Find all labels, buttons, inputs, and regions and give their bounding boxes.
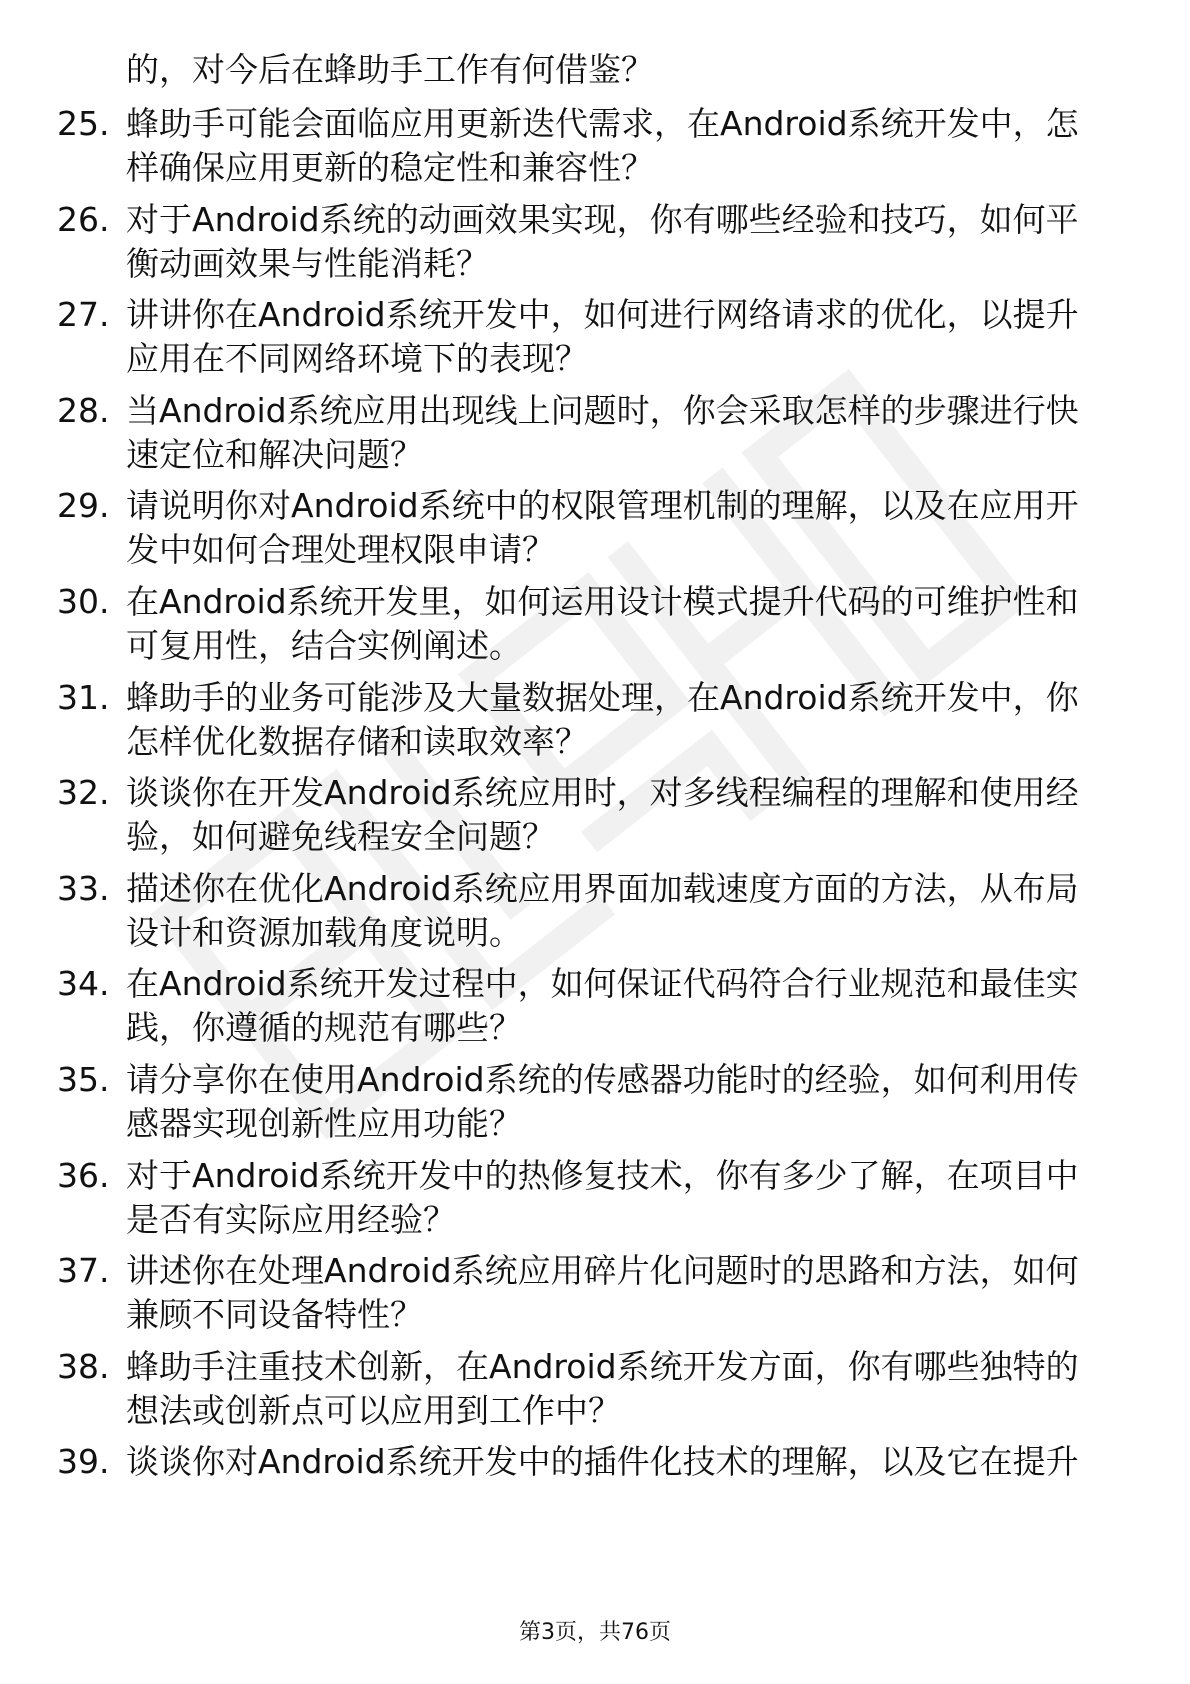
question-number: 36. [57,1156,110,1195]
list-item [0,198,1190,286]
question-text-line: 发中如何合理处理权限申请？ [126,530,555,569]
list-item [0,867,1190,955]
question-number: 39. [57,1442,110,1481]
list-item [0,1058,1190,1146]
list-item [0,1345,1190,1433]
list-item [0,1249,1190,1337]
question-text-line: 当Android系统应用出现线上问题时，你会采取怎样的步骤进行快 [126,391,1079,430]
question-text-line: 对于Android系统开发中的热修复技术，你有多少了解，在项目中 [126,1156,1079,1195]
list-item [0,1440,1190,1528]
question-text [126,484,1130,572]
question-text-line: 对于Android系统的动画效果实现，你有哪些经验和技巧，如何平 [126,200,1079,239]
question-number: 34. [57,964,110,1003]
list-item [0,962,1190,1050]
question-text [126,580,1130,668]
question-number: 35. [57,1060,110,1099]
question-text [126,1345,1130,1433]
question-number: 30. [57,582,110,621]
question-text-line: 谈谈你在开发Android系统应用时，对多线程编程的理解和使用经 [126,773,1079,812]
question-text [126,198,1130,286]
question-text-line: 讲讲你在Android系统开发中，如何进行网络请求的优化，以提升 [126,295,1079,334]
list-item [0,102,1190,190]
question-text-line: 兼顾不同设备特性？ [126,1295,423,1334]
question-text-line: 样确保应用更新的稳定性和兼容性？ [126,148,654,187]
question-number: 25. [57,104,110,143]
question-text [126,1249,1130,1337]
question-text-line: 可复用性，结合实例阐述。 [126,626,522,665]
question-text-line: 想法或创新点可以应用到工作中？ [126,1391,621,1430]
question-text-line: 蜂助手注重技术创新，在Android系统开发方面，你有哪些独特的 [126,1347,1079,1386]
question-text-line: 怎样优化数据存储和读取效率？ [126,722,588,761]
question-text-line: 感器实现创新性应用功能？ [126,1104,522,1143]
question-text [126,676,1130,764]
question-text [126,962,1130,1050]
question-text-line: 速定位和解决问题？ [126,435,423,474]
question-text [126,1058,1130,1146]
question-text-line: 在Android系统开发过程中，如何保证代码符合行业规范和最佳实 [126,964,1079,1003]
question-number: 31. [57,678,110,717]
list-item [0,1154,1190,1242]
question-text-line: 讲述你在处理Android系统应用碎片化问题时的思路和方法，如何 [126,1251,1079,1290]
question-number: 38. [57,1347,110,1386]
question-text [126,389,1130,477]
question-text-line: 请分享你在使用Android系统的传感器功能时的经验，如何利用传 [126,1060,1079,1099]
question-text [126,867,1130,955]
question-text [126,1154,1130,1242]
question-text [126,293,1130,381]
question-text-line: 践，你遵循的规范有哪些？ [126,1008,522,1047]
list-item [0,676,1190,764]
list-item [0,293,1190,381]
continued-question-text: 的，对今后在蜂助手工作有何借鉴？ [126,50,654,89]
question-text-line: 谈谈你对Android系统开发中的插件化技术的理解，以及它在提升 [126,1442,1079,1481]
list-item [0,580,1190,668]
question-number: 32. [57,773,110,812]
question-number: 33. [57,869,110,908]
page-footer: 第3页，共76页 [519,1620,671,1645]
question-number: 37. [57,1251,110,1290]
question-text-line: 设计和资源加载角度说明。 [126,913,522,952]
question-text-line: 是否有实际应用经验？ [126,1200,456,1239]
list-item [0,771,1190,859]
list-item [0,484,1190,572]
question-number: 28. [57,391,110,430]
question-text-line: 请说明你对Android系统中的权限管理机制的理解，以及在应用开 [126,486,1079,525]
question-number: 29. [57,486,110,525]
question-text-line: 蜂助手的业务可能涉及大量数据处理，在Android系统开发中，你 [126,678,1079,717]
question-text-line: 验，如何避免线程安全问题？ [126,817,555,856]
question-text [126,102,1130,190]
question-text [126,771,1130,859]
list-item [0,389,1190,477]
question-number: 27. [57,295,110,334]
question-text [126,1440,1130,1484]
question-text-line: 在Android系统开发里，如何运用设计模式提升代码的可维护性和 [126,582,1079,621]
question-text-line: 应用在不同网络环境下的表现？ [126,339,588,378]
question-text-line: 描述你在优化Android系统应用界面加载速度方面的方法，从布局 [126,869,1079,908]
question-number: 26. [57,200,110,239]
question-text-line: 衡动画效果与性能消耗？ [126,244,489,283]
question-text-line: 蜂助手可能会面临应用更新迭代需求，在Android系统开发中，怎 [126,104,1079,143]
